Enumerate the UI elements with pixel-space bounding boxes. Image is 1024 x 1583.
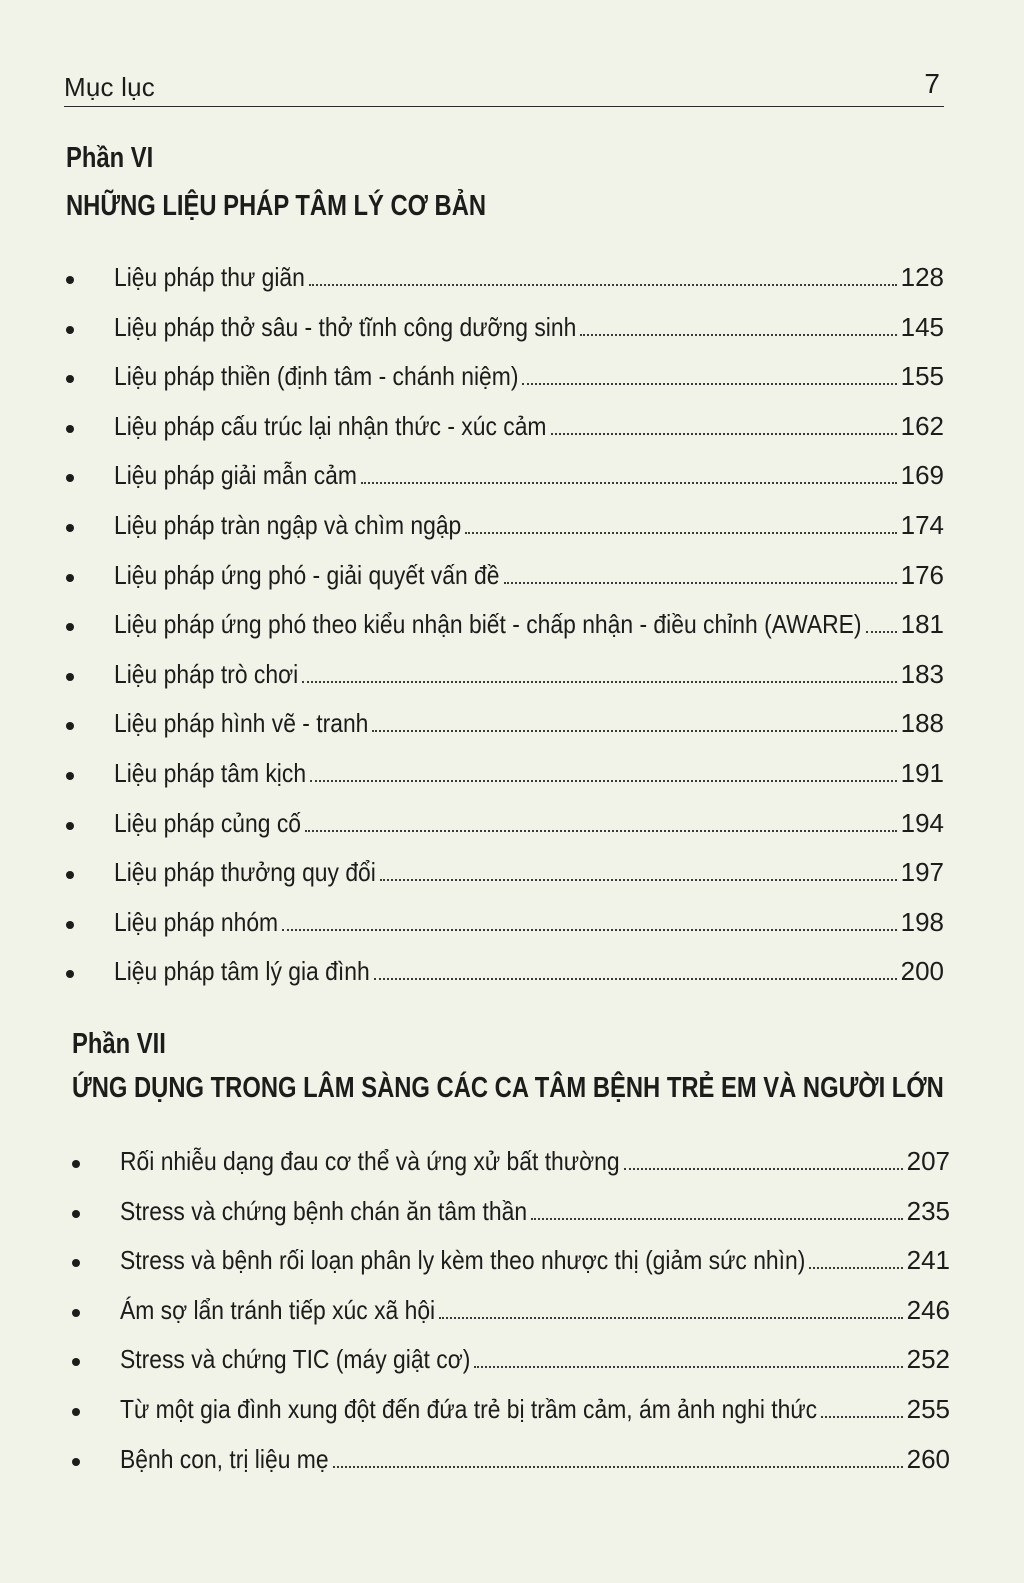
toc-entry-page: 155 — [900, 361, 944, 392]
header-page-number: 7 — [924, 68, 940, 99]
bullet-icon — [66, 921, 74, 929]
part7-title: ỨNG DỤNG TRONG LÂM SÀNG CÁC CA TÂM BỆNH TRẺ EM VÀ NGƯỜI LỚN — [72, 1072, 944, 1104]
bullet-icon — [72, 1408, 80, 1416]
dot-leader — [580, 334, 896, 336]
toc-entry-title: Liệu pháp trò chơi — [114, 658, 299, 689]
toc-entry-title: Liệu pháp thư giãn — [114, 262, 305, 292]
toc-entry — [72, 1432, 950, 1482]
toc-entry-page: 176 — [900, 559, 944, 590]
bullet-icon — [66, 722, 74, 730]
bullet-icon — [66, 425, 74, 433]
dot-leader — [809, 1267, 902, 1269]
bullet-icon — [66, 772, 74, 780]
toc-entry-page: 246 — [906, 1294, 950, 1325]
toc-entry — [72, 1332, 950, 1382]
running-header — [64, 66, 944, 107]
dot-leader — [309, 284, 897, 286]
dot-leader — [522, 383, 896, 385]
part6-toc-list — [66, 250, 944, 994]
part7-toc-list — [72, 1134, 950, 1481]
toc-entry-page: 162 — [900, 410, 944, 441]
toc-entry-page: 235 — [906, 1195, 950, 1226]
toc-entry-title: Liệu pháp tràn ngập và chìm ngập — [114, 509, 462, 540]
toc-entry — [66, 944, 944, 994]
toc-entry-page: 174 — [900, 509, 944, 540]
toc-entry-page: 198 — [900, 906, 944, 937]
dot-leader — [361, 482, 897, 484]
toc-entry-page: 128 — [900, 262, 944, 292]
toc-entry-title: Liệu pháp củng cố — [114, 807, 302, 838]
dot-leader — [821, 1416, 902, 1418]
toc-entry-title: Liệu pháp tâm lý gia đình — [114, 956, 370, 987]
bullet-icon — [66, 574, 74, 582]
bullet-icon — [66, 822, 74, 830]
toc-entry — [66, 647, 944, 697]
bullet-icon — [72, 1358, 80, 1366]
toc-entry-page: 183 — [900, 658, 944, 689]
toc-entry — [66, 399, 944, 449]
bullet-icon — [66, 326, 74, 334]
dot-leader — [374, 978, 897, 980]
toc-entry — [72, 1283, 950, 1333]
dot-leader — [310, 780, 897, 782]
toc-entry-title: Rối nhiễu dạng đau cơ thể và ứng xử bất thường — [120, 1146, 620, 1176]
bullet-icon — [66, 871, 74, 879]
dot-leader — [624, 1168, 903, 1170]
bullet-icon — [66, 623, 74, 631]
toc-entry — [66, 597, 944, 647]
dot-leader — [474, 1366, 902, 1368]
part6-label: Phần VI — [66, 142, 154, 174]
bullet-icon — [66, 375, 74, 383]
bullet-icon — [66, 474, 74, 482]
toc-entry-page: 194 — [900, 807, 944, 838]
toc-entry — [66, 250, 944, 300]
toc-entry — [66, 349, 944, 399]
dot-leader — [866, 631, 897, 633]
toc-entry-title: Ám sợ lẩn tránh tiếp xúc xã hội — [120, 1294, 436, 1325]
dot-leader — [465, 532, 896, 534]
bullet-icon — [72, 1458, 80, 1466]
dot-leader — [302, 681, 896, 683]
bullet-icon — [66, 970, 74, 978]
toc-entry — [72, 1134, 950, 1184]
toc-entry-page: 241 — [906, 1245, 950, 1276]
toc-entry-title: Liệu pháp nhóm — [114, 906, 279, 937]
toc-entry-title: Stress và chứng bệnh chán ăn tâm thần — [120, 1195, 528, 1226]
dot-leader — [380, 879, 897, 881]
dot-leader — [372, 730, 896, 732]
toc-entry-page: 169 — [900, 460, 944, 491]
header-title: Mục lục — [64, 72, 155, 102]
toc-entry-title: Liệu pháp cấu trúc lại nhận thức - xúc cảm — [114, 410, 547, 441]
toc-entry-title: Liệu pháp thiền (định tâm - chánh niệm) — [114, 361, 519, 392]
toc-entry-title: Stress và chứng TIC (máy giật cơ) — [120, 1344, 471, 1375]
dot-leader — [305, 830, 897, 832]
toc-entry — [66, 300, 944, 350]
bullet-icon — [66, 524, 74, 532]
toc-entry-page: 197 — [900, 857, 944, 888]
toc-entry-page: 181 — [900, 609, 944, 640]
toc-entry — [66, 696, 944, 746]
toc-entry — [66, 746, 944, 796]
toc-entry-title: Liệu pháp giải mẫn cảm — [114, 460, 357, 491]
toc-entry-page: 252 — [906, 1344, 950, 1375]
bullet-icon — [66, 673, 74, 681]
bullet-icon — [72, 1259, 80, 1267]
toc-entry-page: 255 — [906, 1393, 950, 1424]
toc-entry-title: Bệnh con, trị liệu mẹ — [120, 1443, 329, 1474]
toc-entry-title: Liệu pháp thở sâu - thở tĩnh công dưỡng sinh — [114, 311, 577, 342]
dot-leader — [439, 1317, 902, 1319]
dot-leader — [282, 929, 896, 931]
toc-entry-page: 191 — [900, 757, 944, 788]
part6-title: NHỮNG LIỆU PHÁP TÂM LÝ CƠ BẢN — [66, 190, 487, 222]
toc-entry — [66, 548, 944, 598]
toc-entry-title: Liệu pháp ứng phó - giải quyết vấn đề — [114, 559, 500, 590]
toc-entry — [72, 1233, 950, 1283]
toc-entry-title: Liệu pháp tâm kịch — [114, 757, 307, 788]
toc-entry-page: 188 — [900, 708, 944, 739]
toc-entry-page: 145 — [900, 311, 944, 342]
part7-label: Phần VII — [72, 1028, 166, 1060]
toc-entry-title: Stress và bệnh rối loạn phân ly kèm theo nhược thị (giảm sức nhìn) — [120, 1245, 806, 1276]
toc-entry — [66, 498, 944, 548]
toc-entry-page: 207 — [906, 1146, 950, 1176]
toc-entry — [72, 1382, 950, 1432]
toc-entry-title: Liệu pháp hình vẽ - tranh — [114, 708, 369, 739]
dot-leader — [504, 582, 897, 584]
toc-entry — [66, 796, 944, 846]
toc-entry-title: Liệu pháp thưởng quy đổi — [114, 857, 376, 888]
toc-entry — [72, 1184, 950, 1234]
bullet-icon — [72, 1210, 80, 1218]
dot-leader — [333, 1466, 903, 1468]
toc-entry — [66, 895, 944, 945]
bullet-icon — [66, 276, 74, 284]
toc-entry-title: Liệu pháp ứng phó theo kiểu nhận biết - chấp nhận - điều chỉnh (AWARE) — [114, 609, 862, 640]
toc-entry-page: 200 — [900, 956, 944, 987]
toc-entry-title: Từ một gia đình xung đột đến đứa trẻ bị trầm cảm, ám ảnh nghi thức — [120, 1393, 818, 1424]
toc-entry-page: 260 — [906, 1443, 950, 1474]
toc-entry — [66, 448, 944, 498]
bullet-icon — [72, 1309, 80, 1317]
bullet-icon — [72, 1160, 80, 1168]
dot-leader — [531, 1218, 903, 1220]
toc-entry — [66, 845, 944, 895]
dot-leader — [551, 433, 897, 435]
